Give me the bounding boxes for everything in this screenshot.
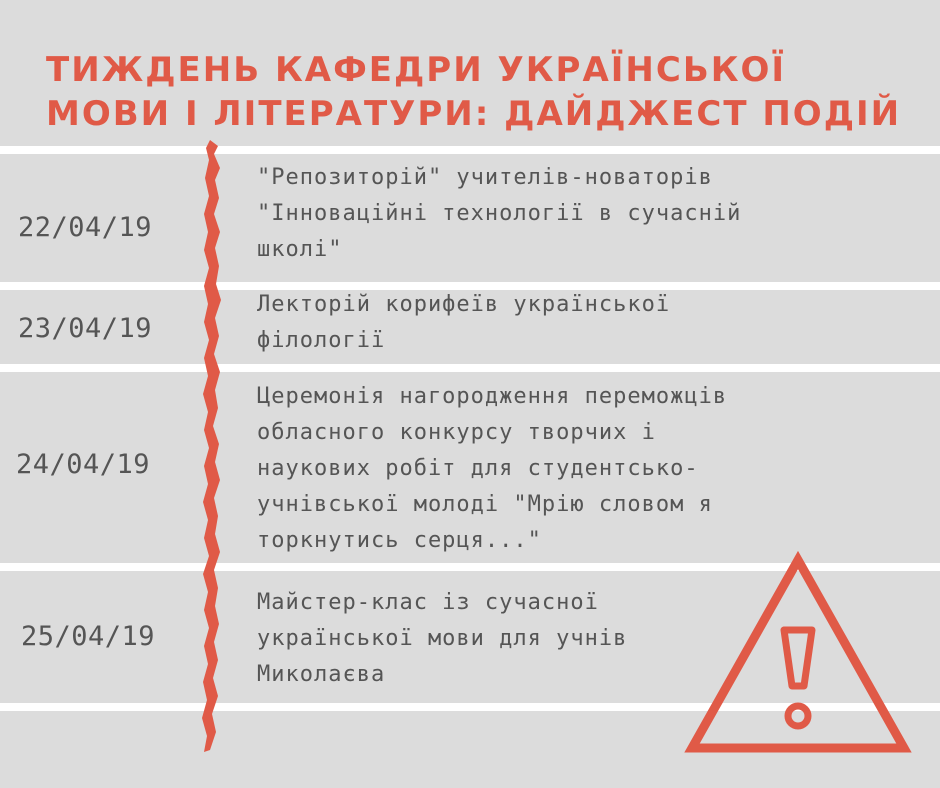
event-line: "Інноваційні технології в сучасній [257, 201, 742, 226]
event-line: Церемонія нагородження переможців [257, 384, 728, 409]
event-line: Лекторій корифеїв української [257, 292, 671, 317]
event-line: наукових робіт для студентсько- [257, 456, 699, 481]
title-line-2: МОВИ І ЛІТЕРАТУРИ: ДАЙДЖЕСТ ПОДІЙ [46, 94, 902, 134]
event-line: обласного конкурсу творчих і [257, 420, 656, 445]
exclamation-dot [788, 706, 808, 726]
torn-line-icon [196, 140, 236, 756]
event-line: школі" [257, 237, 343, 262]
event-date: 24/04/19 [16, 449, 151, 480]
page-title [46, 48, 926, 136]
event-date: 22/04/19 [18, 212, 153, 243]
divider [0, 364, 940, 372]
event-line: учнівської молоді "Мрію словом я [257, 492, 713, 517]
event-date: 23/04/19 [18, 313, 153, 344]
event-description [257, 379, 817, 559]
divider [0, 146, 940, 154]
event-description [257, 287, 817, 359]
event-line: Миколаєва [257, 662, 386, 687]
event-line: торкнутись серця..." [257, 528, 542, 553]
event-line: Майстер-клас із сучасної [257, 590, 599, 615]
event-description [257, 160, 817, 268]
event-line: української мови для учнів [257, 626, 628, 651]
warning-triangle-icon [680, 548, 920, 768]
title-line-1: ТИЖДЕНЬ КАФЕДРИ УКРАЇНСЬКОЇ [46, 50, 787, 90]
event-line: "Репозиторій" учителів-новаторів [257, 165, 713, 190]
event-line: філології [257, 328, 386, 353]
exclamation-bar [784, 630, 812, 686]
event-date: 25/04/19 [21, 621, 156, 652]
